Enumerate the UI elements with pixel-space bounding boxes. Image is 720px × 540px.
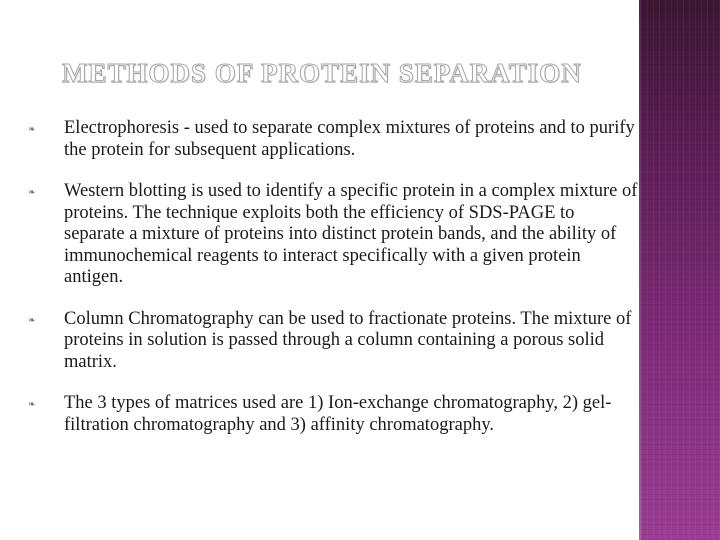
- bullet-item-western-blotting: [28, 181, 638, 289]
- bullet-text: Column Chromatography can be used to fractionate proteins. The mixture of proteins in solution is passed through a column containing a porous solid matrix.: [64, 308, 632, 372]
- bullet-icon: ❧: [28, 187, 36, 197]
- bullet-text: The 3 types of matrices used are 1) Ion-exchange chromatography, 2) gel-filtration chromatography and 3) affinity chromatography.: [64, 393, 612, 435]
- bullet-item-matrix-types: [28, 393, 638, 436]
- side-decorative-band: [641, 0, 720, 540]
- slide-title: METHODS OF PROTEIN SEPARATION: [62, 58, 582, 88]
- bullet-text: Electrophoresis - used to separate complex mixtures of proteins and to purify the protein for subsequent applications.: [64, 118, 635, 160]
- bullet-list: [28, 118, 638, 456]
- bullet-text: Western blotting is used to identify a specific protein in a complex mixture of proteins. The technique exploits both the efficiency of SDS-PAGE to separate a mixture of proteins into distinct protein bands, and the ability of immunochemical reagents to interact specifically with a given protein antigen.: [64, 181, 638, 287]
- bullet-item-electrophoresis: [28, 118, 638, 161]
- bullet-icon: ❧: [28, 399, 36, 409]
- bullet-icon: ❧: [28, 124, 36, 134]
- bullet-icon: ❧: [28, 314, 36, 325]
- bullet-item-column-chromatography: [28, 309, 638, 374]
